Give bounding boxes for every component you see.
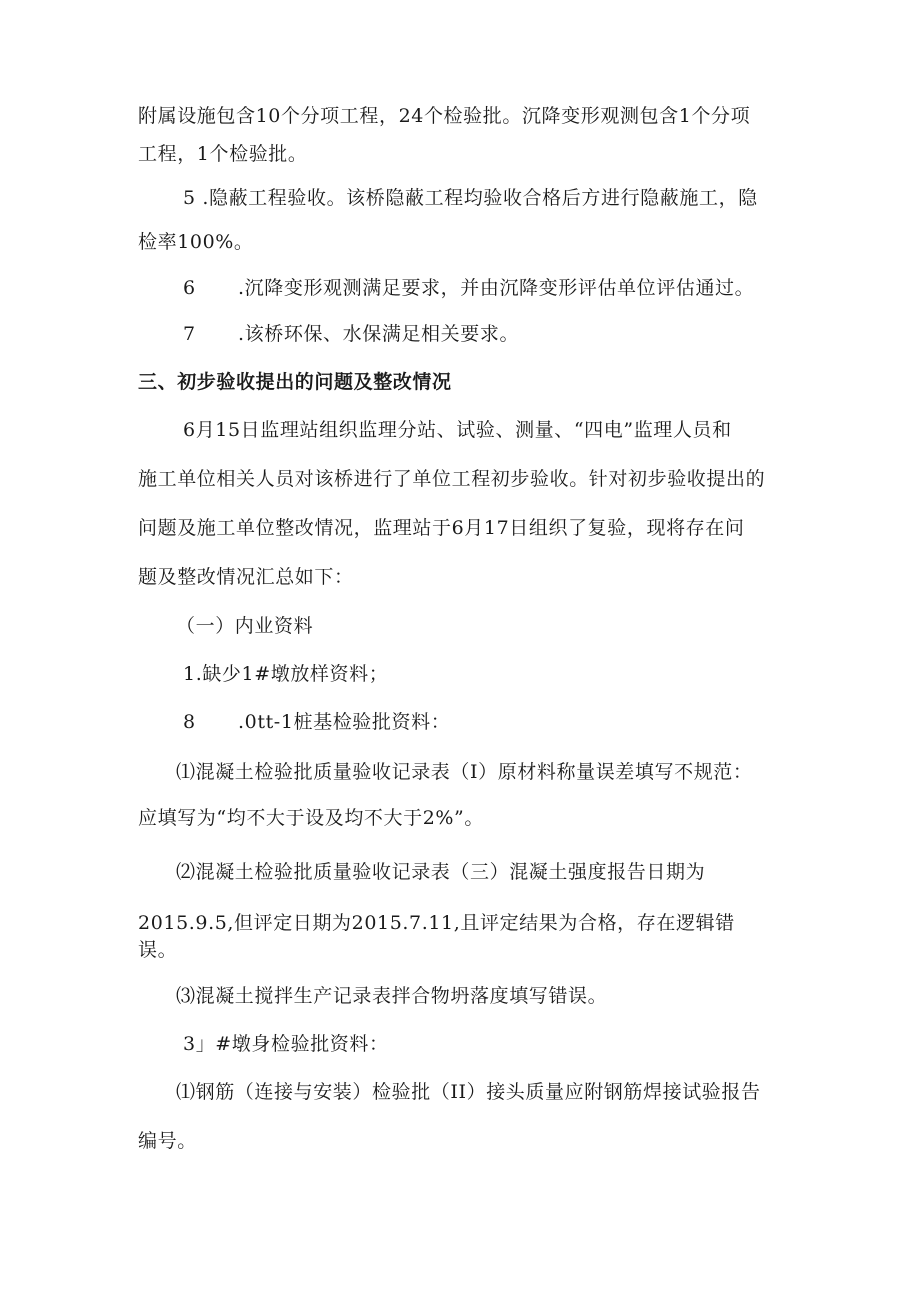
list-number: 8: [183, 711, 196, 733]
paragraph-line: .沉降变形观测满足要求，并由沉降变形评估单位评估通过。: [238, 277, 755, 299]
paragraph-line: 6月15日监理站组织监理分站、试验、测量、“四电”监理人员和: [183, 419, 732, 441]
paragraph-line: 施工单位相关人员对该桥进行了单位工程初步验收。针对初步验收提出的: [138, 468, 766, 490]
paragraph-line: 检率100%。: [138, 231, 254, 253]
paragraph-line: 2015.9.5,但评定日期为2015.7.11,且评定结果为合格，存在逻辑错: [138, 912, 735, 934]
paragraph-line: ⑵混凝土检验批质量验收记录表（三）混凝土强度报告日期为: [176, 861, 706, 883]
list-number: 7: [183, 323, 196, 345]
paragraph-line: 附属设施包含10个分项工程，24个检验批。沉降变形观测包含1个分项: [138, 105, 751, 127]
paragraph-line: 1.缺少1#墩放样资料；: [183, 663, 389, 685]
paragraph-line: 编号。: [138, 1130, 197, 1152]
paragraph-line: 问题及施工单位整改情况，监理站于6月17日组织了复验，现将存在问: [138, 517, 745, 539]
paragraph-line: 误。: [138, 939, 178, 961]
paragraph-line: ⑶混凝土搅拌生产记录表拌合物坍落度填写错误。: [176, 985, 608, 1007]
paragraph-line: 工程，1个检验批。: [138, 143, 308, 165]
paragraph-line: 题及整改情况汇总如下：: [138, 566, 354, 588]
paragraph-line: 应填写为“均不大于设及均不大于2%”。: [138, 807, 484, 829]
paragraph-line: ⑴混凝土检验批质量验收记录表（I）原材料称量误差填写不规范：: [176, 761, 753, 783]
paragraph-line: 3」#墩身检验批资料：: [183, 1033, 389, 1055]
list-number: 6: [183, 277, 196, 299]
section-heading: 三、初步验收提出的问题及整改情况: [138, 371, 452, 393]
paragraph-line: .该桥环保、水保满足相关要求。: [238, 323, 520, 345]
subsection-heading: （一）内业资料: [176, 615, 314, 637]
paragraph-line: ⑴钢筋（连接与安装）检验批（II）接头质量应附钢筋焊接试验报告: [176, 1081, 761, 1103]
paragraph-line: .0tt-1桩基检验批资料：: [238, 711, 451, 733]
paragraph-line: 5 .隐蔽工程验收。该桥隐蔽工程均验收合格后方进行隐蔽施工，隐: [183, 187, 758, 209]
